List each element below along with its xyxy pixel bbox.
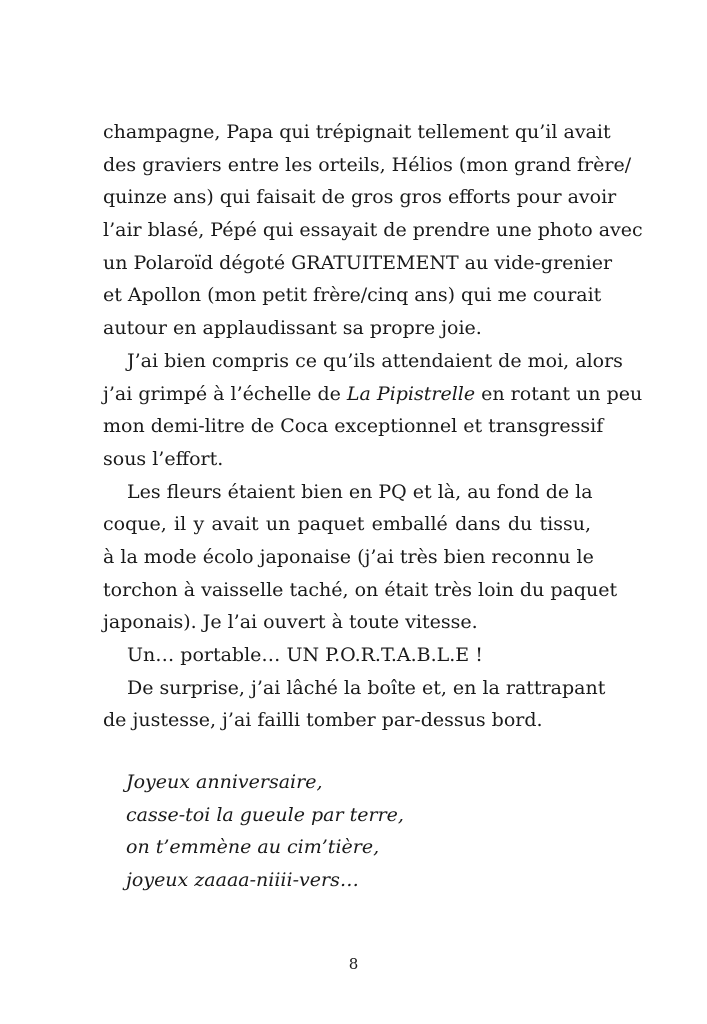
verse-line: Joyeux anniversaire, [126, 771, 323, 793]
text-line: coque, il y avait un paquet emballé dans du tissu, [103, 513, 591, 536]
text-line: De surprise, j’ai lâché la boîte et, en la rattrapant [127, 676, 606, 699]
text-line: à la mode écolo japonaise (j’ai très bien reconnu le [103, 545, 594, 568]
text-line: un Polaroïd dégoté GRATUITEMENT au vide-grenier [103, 251, 613, 274]
text-line: l’air blasé, Pépé qui essayait de prendre une photo avec [103, 219, 643, 242]
text-line: japonais). Je l’ai ouvert à toute vitesse. [103, 611, 478, 634]
text-line [103, 378, 643, 411]
text-line: mon demi-litre de Coca exceptionnel et transgressif [103, 415, 604, 438]
text-line: Un… portable… UN P.O.R.T.A.B.L.E ! [127, 644, 483, 666]
book-title-italic: La Pipistrelle [346, 382, 476, 405]
text-line: des graviers entre les orteils, Hélios (mon grand frère/ [103, 153, 632, 176]
text-line: et Apollon (mon petit frère/cinq ans) qui me courait [103, 284, 602, 307]
verse-block [126, 766, 586, 897]
text-line: J’ai bien compris ce qu’ils attendaient de moi, alors [127, 349, 623, 372]
text-line: quinze ans) qui faisait de gros gros efforts pour avoir [103, 186, 617, 209]
text-line: champagne, Papa qui trépignait tellement qu’il avait [103, 121, 611, 143]
page-number: 8 [348, 955, 359, 973]
text-line: de justesse, j’ai failli tomber par-dessus bord. [103, 709, 543, 732]
text-line: autour en applaudissant sa propre joie. [103, 317, 482, 340]
text-line: sous l’effort. [103, 447, 224, 470]
verse-line: joyeux zaaaa-niiii-vers… [126, 869, 359, 892]
body-text [103, 116, 643, 737]
verse-line: on t’emmène au cim’tière, [126, 836, 380, 859]
text-line: torchon à vaisselle taché, on était très loin du paquet [103, 578, 618, 601]
text-line: Les fleurs étaient bien en PQ et là, au fond de la [127, 480, 593, 503]
verse-line: casse-toi la gueule par terre, [126, 803, 404, 826]
text-segment: j’ai grimpé à l’échelle de [103, 382, 347, 405]
text-segment: en rotant un peu [475, 382, 643, 405]
